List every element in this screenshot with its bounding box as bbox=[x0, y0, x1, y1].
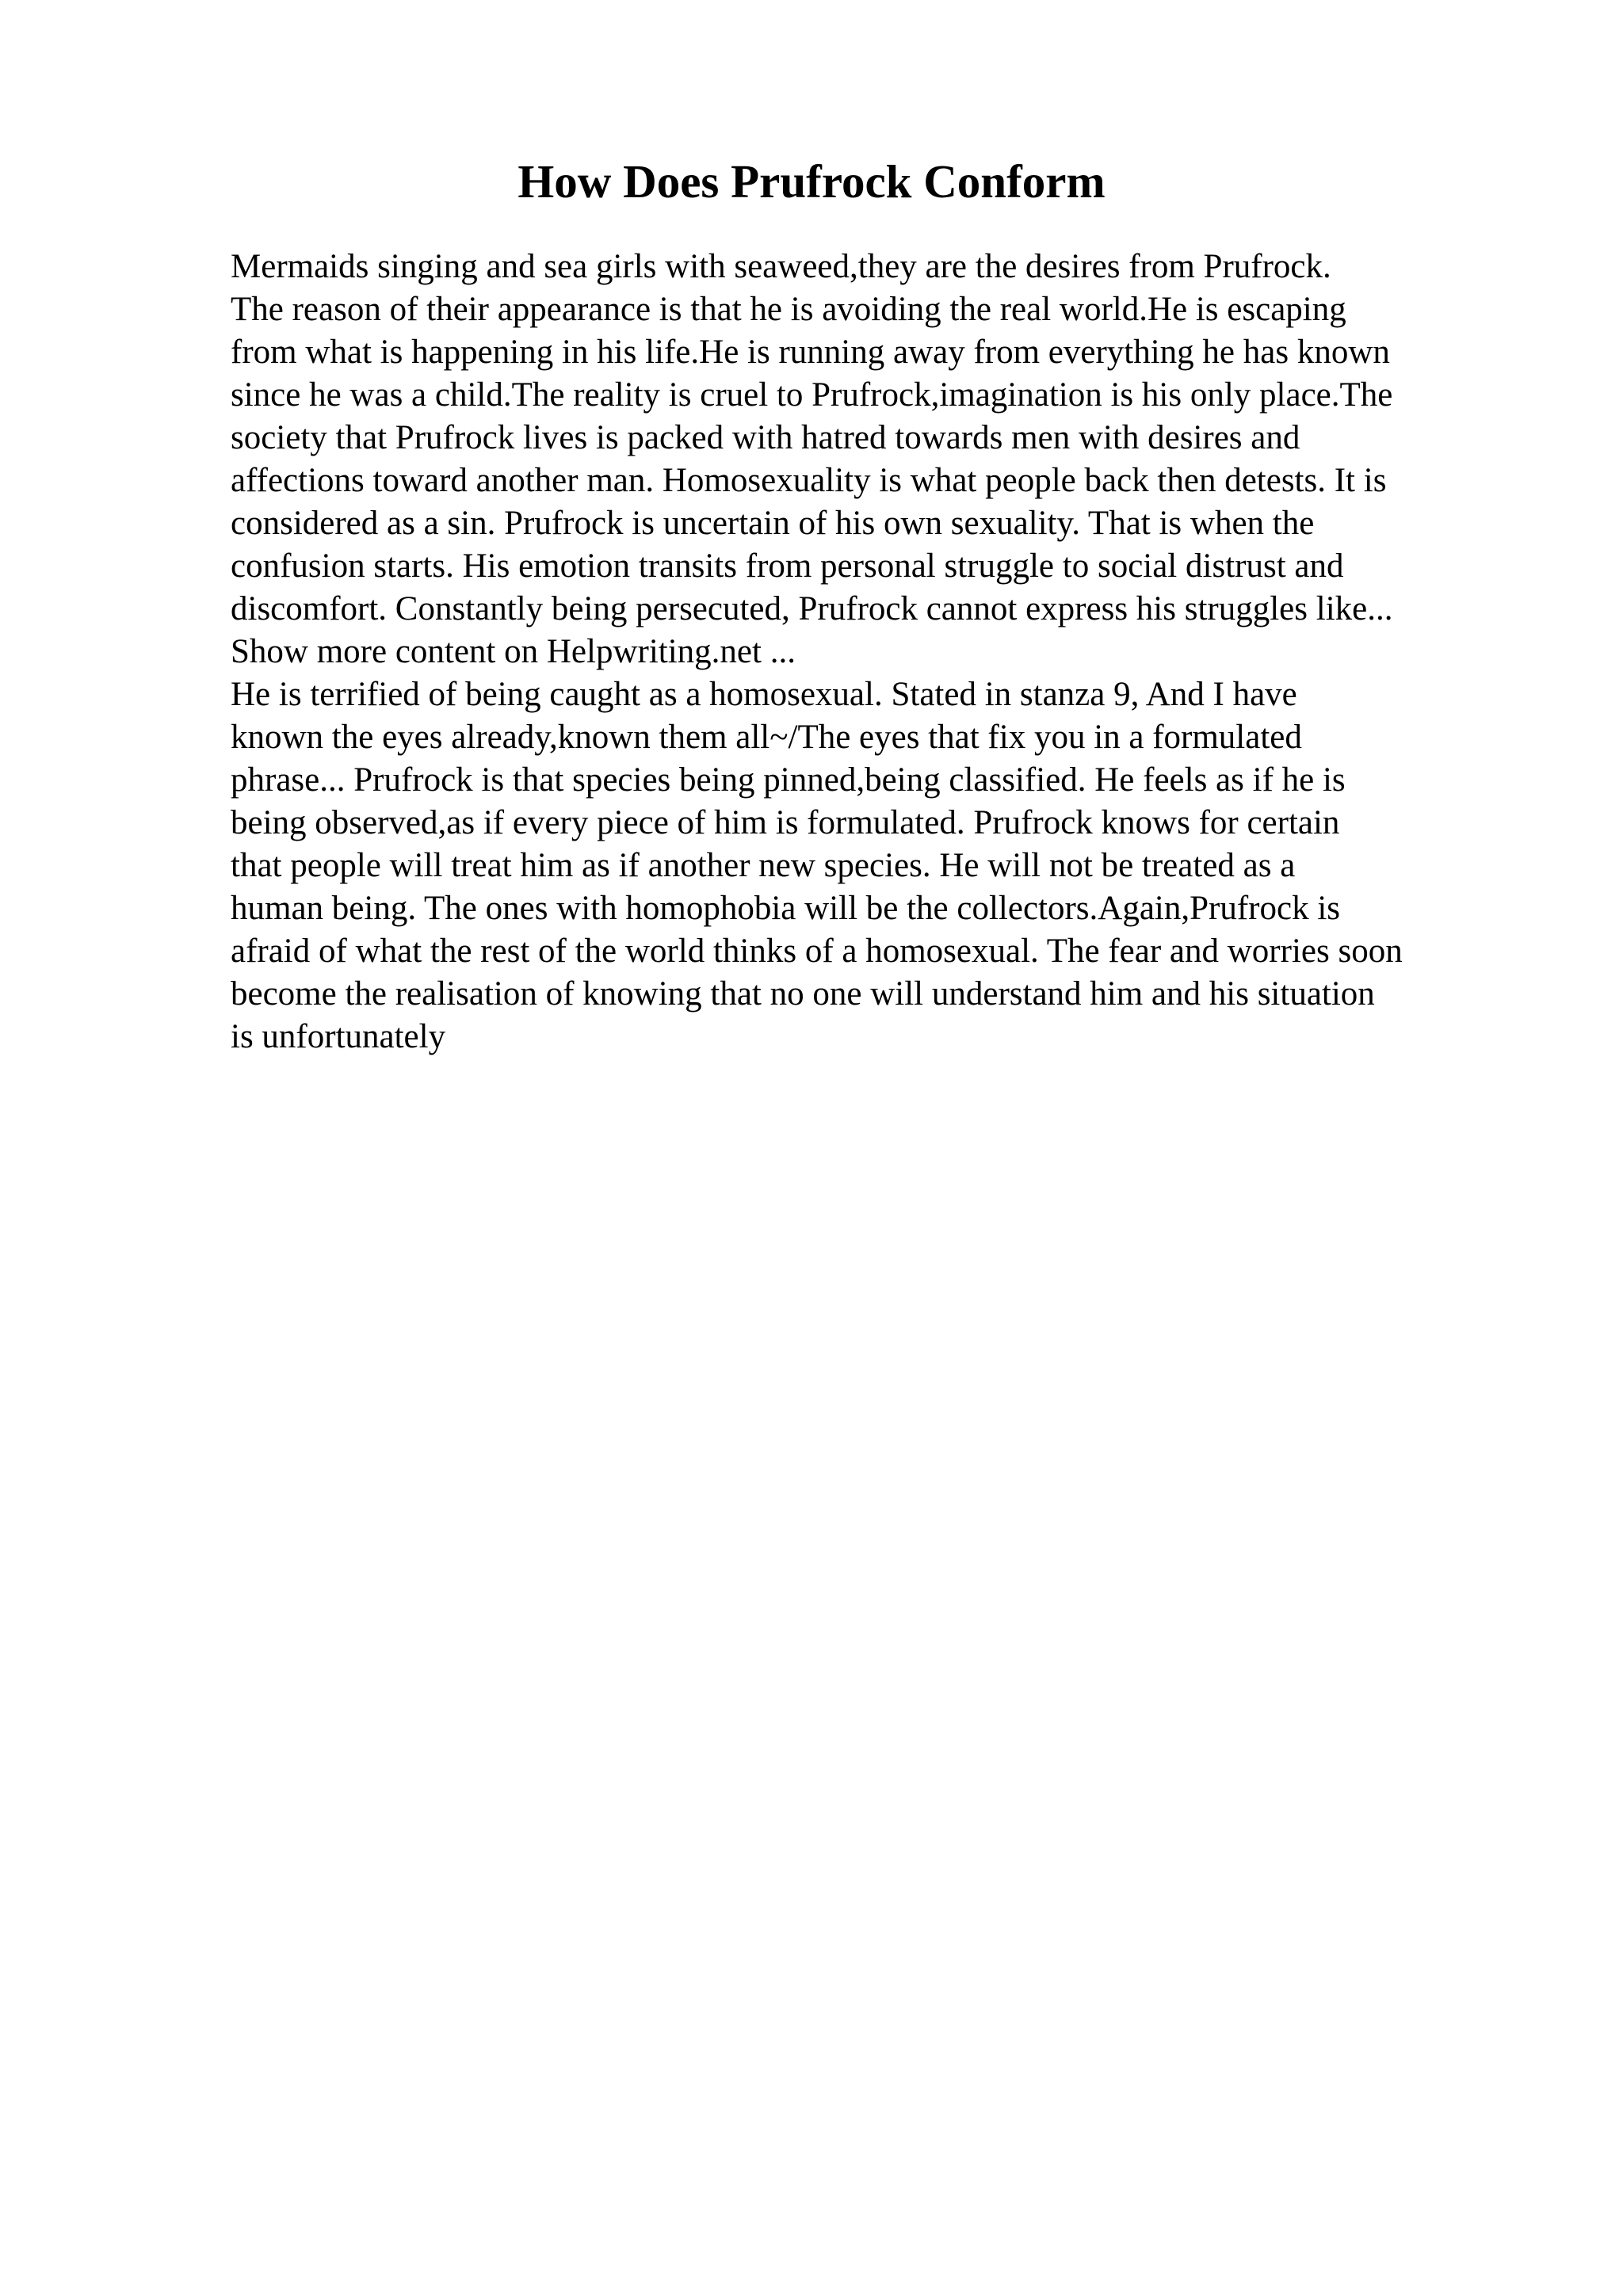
body-line: being observed,as if every piece of him is formulated. Prufrock knows for certain bbox=[231, 804, 1340, 841]
document-title: How Does Prufrock Conform bbox=[517, 155, 1106, 208]
body-line: society that Prufrock lives is packed with hatred towards men with desires and bbox=[231, 419, 1300, 456]
body-line: The reason of their appearance is that he is avoiding the real world.He is escaping bbox=[231, 291, 1346, 328]
document-body bbox=[231, 246, 1530, 1058]
body-line: He is terrified of being caught as a homosexual. Stated in stanza 9, And I have bbox=[231, 676, 1297, 713]
body-line: known the eyes already,known them all~/The eyes that fix you in a formulated bbox=[231, 719, 1302, 756]
body-line: afraid of what the rest of the world thinks of a homosexual. The fear and worries soon bbox=[231, 933, 1403, 970]
body-line: become the realisation of knowing that no one will understand him and his situation bbox=[231, 975, 1375, 1013]
show-more-line: Show more content on Helpwriting.net ... bbox=[231, 633, 796, 670]
body-line: is unfortunately bbox=[231, 1018, 446, 1055]
body-line: considered as a sin. Prufrock is uncertain of his own sexuality. That is when the bbox=[231, 505, 1315, 542]
body-line: Mermaids singing and sea girls with seaweed,they are the desires from Prufrock. bbox=[231, 248, 1331, 285]
body-line: since he was a child.The reality is cruel to Prufrock,imagination is his only place.The bbox=[231, 376, 1393, 414]
body-line: that people will treat him as if another new species. He will not be treated as a bbox=[231, 847, 1296, 884]
body-line: confusion starts. His emotion transits from personal struggle to social distrust and bbox=[231, 547, 1344, 585]
body-line: phrase... Prufrock is that species being pinned,being classified. He feels as if he is bbox=[231, 761, 1346, 799]
body-line: affections toward another man. Homosexuality is what people back then detests. It is bbox=[231, 462, 1387, 499]
body-line: from what is happening in his life.He is running away from everything he has known bbox=[231, 334, 1390, 371]
body-line: discomfort. Constantly being persecuted, Prufrock cannot express his struggles like... bbox=[231, 590, 1393, 627]
body-line: human being. The ones with homophobia will be the collectors.Again,Prufrock is bbox=[231, 890, 1341, 927]
